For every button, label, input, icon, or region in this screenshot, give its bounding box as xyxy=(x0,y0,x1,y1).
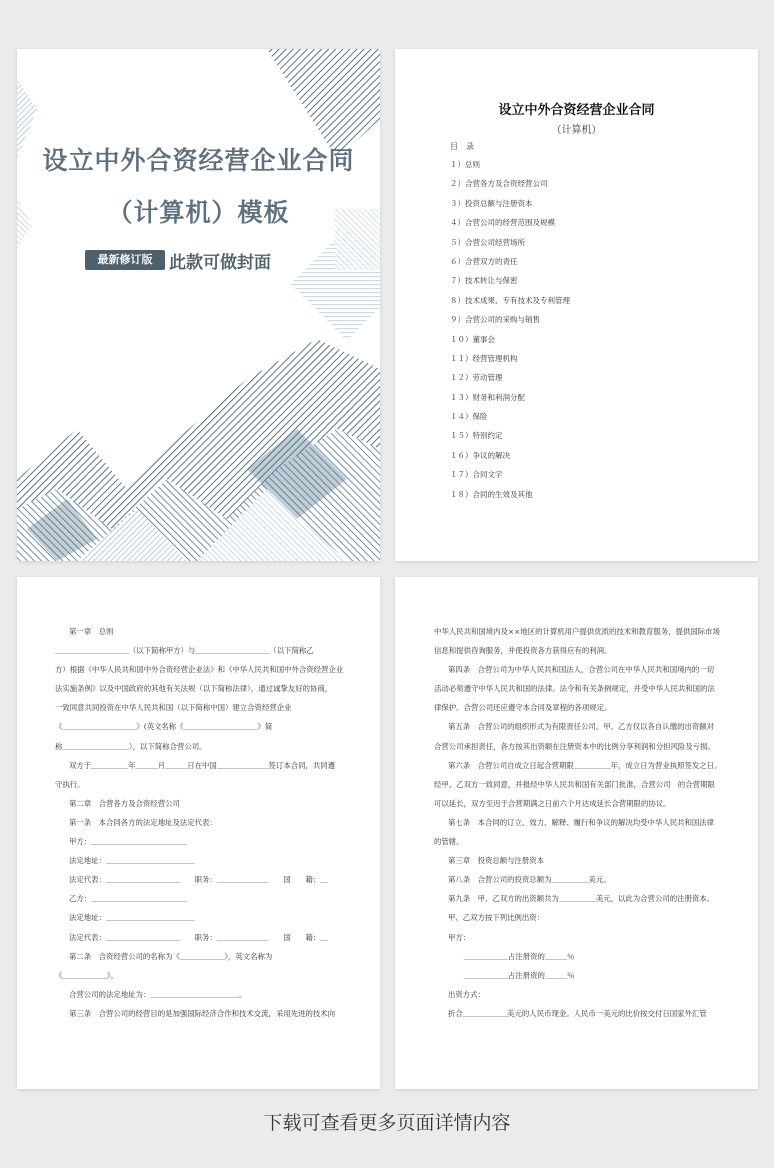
contract-line: 合营公司的法定地址为：＿＿＿＿＿＿＿＿＿＿＿＿。 xyxy=(69,989,247,999)
contract-line: 第九条 甲、乙双方的出资额共为＿＿＿＿＿美元，以此为合营公司的注册资本。 xyxy=(448,894,715,904)
contract-line: 活动必须遵守中华人民共和国的法律、法令和有关条例规定，并受中华人民共和国的法 xyxy=(434,684,715,694)
toc-item: １２）劳动管理 xyxy=(450,373,503,383)
contract-line: ＿＿＿＿＿＿占注册资的＿＿＿％ xyxy=(434,970,575,980)
toc-item: １）总则 xyxy=(450,160,480,169)
contract-page-1 xyxy=(17,577,380,1089)
contract-text xyxy=(55,627,345,1028)
contract-line: 法定代表：＿＿＿＿＿＿＿＿＿＿ 职务：＿＿＿＿＿＿＿ 国 籍：＿ xyxy=(69,875,328,885)
document-title: 设立中外合资经营企业合同 xyxy=(498,103,655,118)
contract-line: 经甲、乙双方一致同意，并报经中华人民共和国有关部门批准，合营公司 的合营期限 xyxy=(434,779,715,789)
contract-line: 甲方：＿＿＿＿＿＿＿＿＿＿＿＿＿ xyxy=(69,837,188,847)
contract-line: 中华人民共和国境内及××地区的计算机用户提供优质的技术和教育服务，提供国际市场 xyxy=(434,627,720,636)
contract-line: 法定地址：＿＿＿＿＿＿＿＿＿＿＿＿ xyxy=(69,913,195,923)
contract-line: 法定代表：＿＿＿＿＿＿＿＿＿＿ 职务：＿＿＿＿＿＿＿ 国 籍：＿ xyxy=(69,932,328,942)
contract-text xyxy=(434,627,721,1028)
contract-line: 第五条 合营公司的组织形式为有限责任公司。甲、乙方仅以各自认缴的出资额对 xyxy=(448,722,715,732)
contract-line: 第八条 合营公司的投资总额为＿＿＿＿＿美元。 xyxy=(448,875,611,885)
cover-subtitle: （计算机）模板 xyxy=(107,198,290,227)
contract-line: 第六条 合营公司自成立日起合营期限＿＿＿＿＿年，成立日为营业执照签发之日。 xyxy=(448,760,721,770)
toc-item: １８）合同的生效及其他 xyxy=(450,489,533,499)
contract-line: 第七条 本合同的订立、效力、解释、履行和争议的解决均受中华人民共和国法律 xyxy=(448,817,715,827)
contract-line: 第二条 合资经营公司的名称为《＿＿＿＿＿＿》，英文名称为 xyxy=(69,951,273,961)
contract-line: 第二章 合营各方及合资经营公司 xyxy=(69,798,180,808)
contract-line: 乙方：＿＿＿＿＿＿＿＿＿＿＿＿＿ xyxy=(69,894,188,904)
toc-item: ４）合营公司的经营范围及规模 xyxy=(450,218,555,228)
toc-heading: 目 录 xyxy=(450,142,474,151)
contract-line: 守执行。 xyxy=(55,779,85,789)
contract-line: 法实施条例》以及中国政府的其他有关法规（以下简称法律），通过诚挚友好的协商， xyxy=(55,684,333,694)
contract-line: 的管辖。 xyxy=(434,837,464,847)
contract-line: 甲方： xyxy=(448,932,471,942)
contract-line: 《＿＿＿＿＿＿》。 xyxy=(55,970,118,980)
toc-item: ７）技术转让与保密 xyxy=(450,276,518,286)
contract-line: 第四条 合营公司为中华人民共和国法人，合营公司在中华人民共和国境内的一切 xyxy=(448,665,715,675)
footer-caption: 下载可查看更多页面详情内容 xyxy=(263,1112,511,1134)
contract-line: 方）根据《中华人民共和国中外合资经营企业法》和《中华人民共和国中外合资经营企业 xyxy=(55,665,344,675)
toc-list xyxy=(450,160,570,509)
contract-line: 甲、乙双方按下列比例出资： xyxy=(448,913,545,923)
contract-line: 第三章 投资总额与注册资本 xyxy=(448,856,545,866)
toc-item: １６）争议的解决 xyxy=(450,450,510,460)
toc-item: ３）投资总额与注册资本 xyxy=(450,198,533,208)
contract-line: 法定地址：＿＿＿＿＿＿＿＿＿＿＿＿ xyxy=(69,856,195,866)
contract-line: 合营公司承担责任，各方按其出资额在注册资本中的比例分享利润和分担风险及亏损。 xyxy=(434,741,715,751)
cover-geometric-pattern xyxy=(17,49,380,561)
contract-line: ＿＿＿＿＿＿＿＿＿＿（以下简称甲方）与＿＿＿＿＿＿＿＿＿＿（以下简称乙 xyxy=(55,646,314,656)
contract-line: 双方于＿＿＿＿＿年＿＿＿月＿＿＿日在中国＿＿＿＿＿＿＿签订本合同，共同遵 xyxy=(69,760,336,770)
contract-line: 第一章 总则 xyxy=(69,627,114,636)
toc-item: ２）合营各方及合资经营公司 xyxy=(450,179,548,189)
document-subtitle: （计算机） xyxy=(551,125,602,136)
toc-item: １１）经营管理机构 xyxy=(450,353,518,363)
toc-item: １７）合同文字 xyxy=(450,470,503,480)
toc-item: １３）财务和利润分配 xyxy=(450,392,525,402)
cover-page xyxy=(17,49,380,561)
contract-line: 出资方式： xyxy=(448,989,485,999)
table-of-contents-page xyxy=(395,49,758,561)
contract-line: 可以延长，双方至迟于合营期满之日前六个月达成延长合营期限的协议。 xyxy=(434,798,671,808)
contract-line: 《＿＿＿＿＿＿＿＿＿＿》(英文名称《＿＿＿＿＿＿＿＿＿＿》简 xyxy=(55,722,273,732)
toc-item: １０）董事会 xyxy=(450,334,495,344)
contract-line: 称＿＿＿＿＿＿＿＿＿），以下简称合营公司。 xyxy=(55,741,207,751)
cover-tagline: 此款可做封面 xyxy=(169,253,271,273)
contract-line: ＿＿＿＿＿＿占注册资的＿＿＿％ xyxy=(434,951,575,961)
contract-line: 一致同意共同投资在中华人民共和国（以下简称中国）建立合资经营企业 xyxy=(55,703,292,713)
toc-item: ８）技术成果、专有技术及专利管理 xyxy=(450,295,570,305)
edition-badge: 最新修订版 xyxy=(85,250,165,270)
toc-item: １４）保险 xyxy=(450,412,488,422)
toc-item: ９）合营公司的采购与销售 xyxy=(450,315,540,325)
contract-line: 律保护。合营公司还应遵守本合同及章程的各项规定。 xyxy=(434,703,612,713)
contract-line: 折合＿＿＿＿＿＿美元的人民币现金。人民币一美元的比价按交付日国家外汇管 xyxy=(448,1008,707,1018)
toc-item: １５）特别约定 xyxy=(450,431,503,441)
contract-page-2 xyxy=(395,577,758,1089)
cover-title: 设立中外合资经营企业合同 xyxy=(42,146,355,175)
contract-line: 信息和提供咨询服务，并使投资各方获得应有的利润。 xyxy=(434,646,612,656)
toc-item: ５）合营公司经营场所 xyxy=(450,237,525,247)
contract-line: 第三条 合营公司的经营目的是加强国际经济合作和技术交流，采用先进的技术向 xyxy=(69,1008,336,1018)
contract-line: 第一条 本合同各方的法定地址及法定代表： xyxy=(69,817,217,827)
toc-item: ６）合营双方的责任 xyxy=(450,256,518,266)
